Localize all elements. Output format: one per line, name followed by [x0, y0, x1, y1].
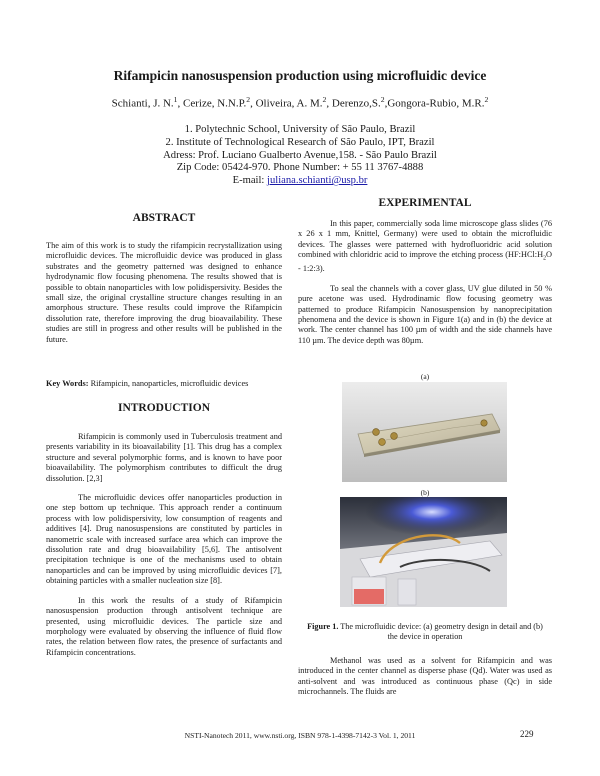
- keywords: [46, 379, 282, 389]
- footer-citation: NSTI-Nanotech 2011, www.nsti.org, ISBN 978-1-4398-7142-3 Vol. 1, 2011: [184, 731, 416, 740]
- author-3: , Oliveira, A. M.: [250, 97, 323, 110]
- author-5-affil: 2: [484, 95, 489, 104]
- experimental-body-bottom: [298, 656, 552, 707]
- abstract-heading: ABSTRACT: [132, 212, 196, 224]
- keywords-text: Rifampicin, nanoparticles, microfluidic devices: [88, 379, 249, 388]
- device-operation-image: [340, 497, 507, 607]
- microfluidic-chip-image: [342, 382, 507, 482]
- exp-paragraph-1: [298, 219, 552, 275]
- figure-photo-b: [340, 497, 507, 607]
- abstract-text: The aim of this work is to study the rifampicin recrystallization using microfluidic devices. The microfluidic device was produced in glass substrates and the geometry patterned was designed to enhance hydrodynamic flow focusing phenomena. The results showed that is possible to obtain nanoparticles with low polidispersivity. Besides the small size, the original crystalline structure changes resulting in an amorphous structure. These results could improve the Rifampicin dissolution rate, therefore improving the drug bioavailability. These studies are still in progress and other results will be published in the future.: [46, 241, 282, 344]
- figure-caption-label: Figure 1.: [307, 622, 339, 631]
- keywords-label: Key Words:: [46, 379, 89, 388]
- email-line: [0, 175, 600, 188]
- figure-caption-text: The microfluidic device: (a) geometry design in detail and (b) the device in operation: [338, 622, 543, 642]
- author-4: , Derenzo,S.: [326, 97, 381, 110]
- affiliation-line-3: Adress: Prof. Luciano Gualberto Avenue,158. - São Paulo Brazil: [163, 149, 437, 161]
- affiliation-line-1: 1. Polytechnic School, University of São Paulo, Brazil: [184, 124, 416, 135]
- author-1-affil: 1: [173, 95, 178, 104]
- introduction-heading: INTRODUCTION: [117, 402, 210, 414]
- paper-title: Rifampicin nanosuspension production using microfluidic device: [113, 68, 487, 83]
- author-2-affil: 2: [246, 95, 251, 104]
- introduction-body: [46, 432, 282, 667]
- author-list: [0, 95, 600, 110]
- author-3-affil: 2: [322, 95, 327, 104]
- affiliation-block: [0, 124, 600, 188]
- exp-paragraph-2: To seal the channels with a cover glass, UV glue diluted in 50 % pure acetone was used. Hydrodinamic flow focusing geometry was patterned to produce Rifampicin Nanosuspension by nanoprecipitation phenomena and the device is shown in Figure 1(a) and in (b) the device at work. The center channel has 100 µm of width and the side channels have 110 µm. The device depth was 80µm.: [298, 283, 552, 345]
- experimental-body-top: [298, 219, 552, 355]
- author-2: , Cerize, N.N.P.: [177, 97, 247, 110]
- exp-subscript: 2: [543, 255, 546, 262]
- intro-paragraph-1: Rifampicin is commonly used in Tuberculosis treatment and presents variability in its bioavailability [1]. This drug has a complex structure and several polymorphic forms, and is known to have poor bioavailability. The polymorphism contributes to difficult the drug dissolution. [2,3]: [46, 432, 282, 483]
- intro-paragraph-2: The microfluidic devices offer nanoparticles production in one step bottom up technique. This approach render a continuum process with low polidispersivity, low consumption of reagents and additives [4]. Drug nanosuspensions are constituted by particles in nanometric scale with increased surface area which can improve the dissolution rate and drug bioavailability [5,6]. The antisolvent precipitation technique is one of the mechanisms used to obtain nanoparticles and can be improved by using microfluidic devices [7], obtaining particles with a smaller nucleation size [8].: [46, 493, 282, 586]
- exp-paragraph-3: Methanol was used as a solvent for Rifampicin and was introduced in the center channel as disperse phase (Qd). Water was used as anti-solvent and was introduced as continuous phase (Qc) in side microchannels. The fluids are: [298, 656, 552, 697]
- affiliation-line-4: Zip Code: 05424-970. Phone Number: + 55 11 3767-4888: [176, 162, 424, 174]
- author-1: Schianti, J. N.: [111, 97, 174, 110]
- page-number: 229: [520, 729, 534, 739]
- intro-paragraph-3: In this work the results of a study of Rifampicin nanosuspension production through antisolvent technique are presented, using microfluidic devices. The particle size and morphology were evaluated by observing the influence of fluid flow rates, the relation between flow rates, the presence of surfactants and Rifampicin concentrations.: [46, 595, 282, 657]
- exp-paragraph-1-end: O - 1:2:3).: [298, 250, 552, 274]
- figure-label-a: (a): [420, 372, 430, 381]
- email-link[interactable]: juliana.schianti@usp.br: [267, 175, 368, 187]
- email-label: E-mail:: [232, 175, 268, 187]
- author-5: ,Gongora-Rubio, M.R.: [384, 97, 485, 110]
- abstract-body: [46, 241, 282, 354]
- experimental-heading: EXPERIMENTAL: [378, 197, 472, 209]
- exp-paragraph-1-text: In this paper, commercially soda lime microscope glass slides (76 x 26 x 1 mm, Knittel, Germany) were used to obtain the microfluidic devices. The glasses were patterned with hydrofluoridric acid solution combined with chloridric acid to improve the etching process (HF:HCl:H: [298, 219, 552, 260]
- figure-photo-a: [342, 382, 507, 482]
- figure-caption: [302, 622, 548, 643]
- affiliation-line-2: 2. Institute of Technological Research of São Paulo, IPT, Brazil: [165, 136, 435, 148]
- author-4-affil: 2: [380, 95, 385, 104]
- figure-label-b: (b): [420, 488, 430, 497]
